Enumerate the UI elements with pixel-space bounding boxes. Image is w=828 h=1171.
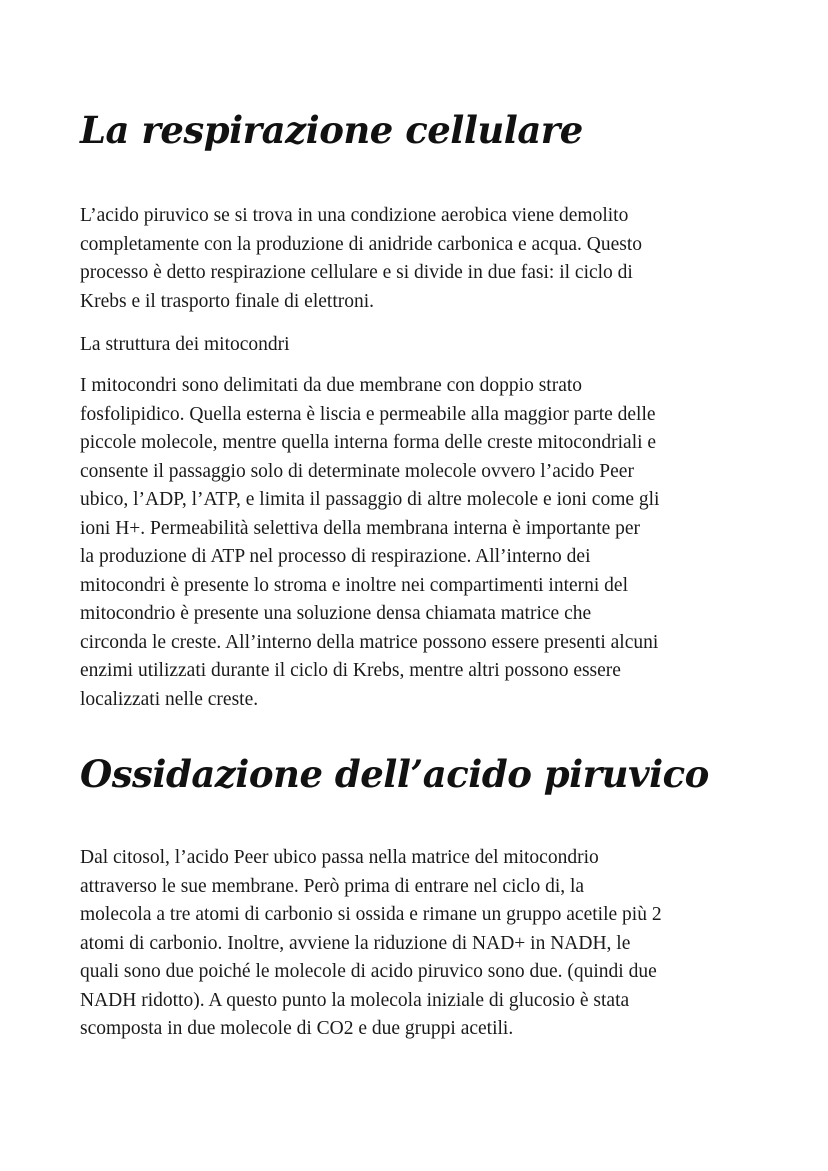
text-line: enzimi utilizzati durante il ciclo di Krebs, mentre altri possono essere <box>80 660 621 681</box>
subheading-mitocondri <box>80 331 755 360</box>
text-line: piccole molecole, mentre quella interna forma delle creste mitocondriali e <box>80 432 657 453</box>
text-line: scomposta in due molecole di CO2 e due gruppi acetili. <box>80 1018 514 1039</box>
text-line: localizzati nelle creste. <box>80 688 259 710</box>
text-line: ioni H+. Permeabilità selettiva della membrana interna è importante per <box>80 517 641 539</box>
text-line: la produzione di ATP nel processo di respirazione. All’interno dei <box>80 546 591 567</box>
subheading-text: La struttura dei mitocondri <box>80 334 290 355</box>
text-line: molecola a tre atomi di carbonio si ossida e rimane un gruppo acetile più 2 <box>80 904 662 925</box>
text-line: fosfolipidico. Quella esterna è liscia e permeabile alla maggior parte delle <box>80 403 656 425</box>
text-line: completamente con la produzione di anidride carbonica e acqua. Questo <box>80 233 643 255</box>
section-title-ossidazione: Ossidazione dell’acido piruvico <box>80 752 709 796</box>
text-line: ubico, l’ADP, l’ATP, e limita il passaggio di altre molecole e ioni come gli <box>80 489 660 510</box>
text-line: NADH ridotto). A questo punto la molecola iniziale di glucosio è stata <box>80 989 630 1011</box>
text-line: Dal citosol, l’acido Peer ubico passa nella matrice del mitocondrio <box>80 847 599 868</box>
text-line: atomi di carbonio. Inoltre, avviene la riduzione di NAD+ in NADH, le <box>80 932 631 954</box>
text-line: consente il passaggio solo di determinate molecole ovvero l’acido Peer <box>80 460 634 482</box>
text-line: attraverso le sue membrane. Però prima di entrare nel ciclo di, la <box>80 875 585 897</box>
ossidazione-paragraph <box>80 844 755 1044</box>
text-line: circonda le creste. All’interno della matrice possono essere presenti alcuni <box>80 631 659 653</box>
text-line: mitocondri è presente lo stroma e inoltre nei compartimenti interni del <box>80 574 628 596</box>
text-line: mitocondrio è presente una soluzione densa chiamata matrice che <box>80 603 592 624</box>
text-line: I mitocondri sono delimitati da due membrane con doppio strato <box>80 375 583 396</box>
text-line: L’acido piruvico se si trova in una condizione aerobica viene demolito <box>80 205 629 226</box>
mitocondri-paragraph <box>80 372 755 714</box>
text-line: processo è detto respirazione cellulare e si divide in due fasi: il ciclo di <box>80 262 633 283</box>
text-line: Krebs e il trasporto finale di elettroni. <box>80 290 375 312</box>
text-line: quali sono due poiché le molecole di acido piruvico sono due. (quindi due <box>80 961 657 982</box>
intro-paragraph <box>80 202 755 316</box>
section-title-respirazione: La respirazione cellulare <box>80 108 583 152</box>
